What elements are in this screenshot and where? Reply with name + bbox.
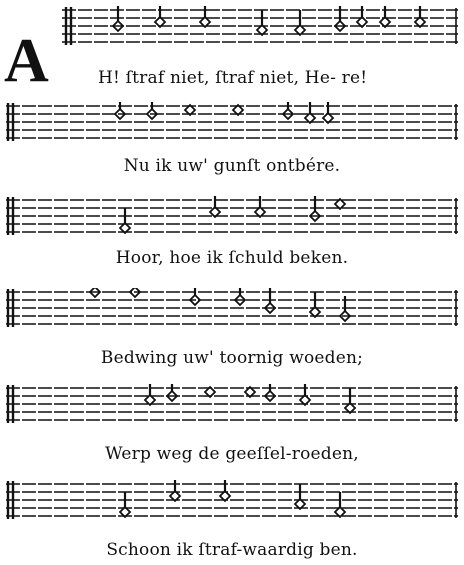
staff-6	[0, 480, 464, 520]
staff-5	[0, 384, 464, 424]
lyric-line-1: H! ſtraf niet, ſtraf niet, He- re!	[98, 68, 368, 88]
lyric-line-5: Werp weg de geeſſel-roeden,	[105, 444, 359, 464]
staff-4	[0, 288, 464, 328]
lyric-line-4: Bedwing uw' toornig woeden;	[100, 348, 364, 368]
lyric-line-3: Hoor, hoe ik ſchuld beken.	[115, 248, 349, 268]
lyric-line-6: Schoon ik ſtraf-waardig ben.	[106, 540, 358, 560]
staff-3	[0, 196, 464, 236]
drop-cap-letter: A	[4, 27, 49, 95]
staff-1	[0, 6, 464, 46]
lyric-line-2: Nu ik uw' gunſt ontbére.	[123, 156, 341, 176]
staff-2	[0, 102, 464, 142]
